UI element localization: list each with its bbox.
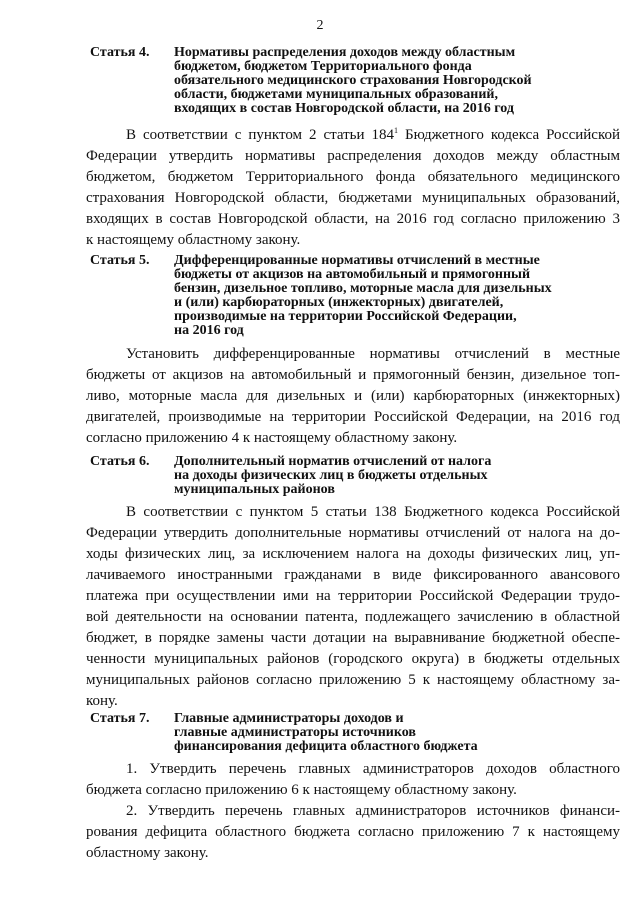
article-heading: [90, 712, 610, 754]
body-line: 2. Утвердить перечень главных администраторов источников финанси-: [126, 803, 620, 819]
body-line: страхования Новгородской области, бюджетами муниципальных образований,: [86, 190, 620, 206]
article-heading: [90, 254, 610, 338]
body-line: муниципальных районов согласно приложению 5 к настоящему областному за-: [86, 672, 620, 688]
body-line: бюджеты от акцизов на автомобильный и прямогонный бензин, дизельное топ-: [86, 367, 620, 383]
article-heading: [90, 455, 610, 497]
body-line: Федерации утвердить дополнительные нормативы отчислений от налога на до-: [86, 525, 620, 541]
article-body: [86, 502, 620, 712]
article-7: [86, 711, 620, 864]
body-line: ченности муниципальных районов (городского округа) в бюджеты отдельных: [86, 651, 620, 667]
body-line: Установить дифференцированные нормативы отчислений в местные: [126, 346, 620, 362]
article-4: [86, 45, 621, 251]
article-label: Статья 5.: [90, 253, 150, 268]
article-heading: [90, 46, 610, 116]
article-label: Статья 4.: [90, 45, 150, 60]
body-line: согласно приложению 4 к настоящему областному закону.: [86, 430, 458, 446]
body-line: лачиваемого иностранными гражданами в виде фиксированного авансового: [86, 567, 620, 583]
body-line: входящих в состав Новгородской области, на 2016 год согласно приложению 3: [86, 211, 620, 227]
article-body: [86, 120, 620, 251]
body-line: рования дефицита областного бюджета согласно приложению 7 к настоящему: [86, 824, 620, 840]
article-body: [86, 344, 620, 449]
body-line: платежа при осуществлении ими на территории Российской Федерации трудо-: [86, 588, 620, 604]
body-line: Федерации утвердить нормативы распределения доходов между областным: [86, 148, 620, 164]
article-title: Главные администраторы доходов и главные администраторы источников финансирования дефицита областного бюджета: [174, 711, 478, 754]
body-line: вой деятельности на основании патента, подлежащего зачислению в областной: [86, 609, 620, 625]
body-line: ливо, моторные масла для дизельных и (или) карбюраторных (инжекторных): [86, 388, 620, 404]
body-line: бюджета согласно приложению 6 к настоящему областному закону.: [86, 782, 517, 798]
article-label: Статья 6.: [90, 454, 150, 469]
body-line: В соответствии с пунктом 2 статьи $184^1$ Бюджетного кодекса Российской: [126, 126, 621, 143]
page-number: 2: [316, 18, 324, 33]
article-body: [86, 759, 620, 864]
article-6: [86, 454, 620, 712]
article-5: [86, 253, 620, 449]
body-line: кону.: [86, 693, 118, 709]
article-title: Дифференцированные нормативы отчислений в местные бюджеты от акцизов на автомобильный и прямогонный бензин, дизельное топливо, моторные масла для дизельных и (или) карбюраторных (инжекторных) двигателей, производимые на территории Российской Федерации, на 2016 год: [174, 253, 552, 338]
body-line: ходы физических лиц, за исключением налога на доходы физических лиц, уп-: [86, 546, 620, 562]
article-title: Нормативы распределения доходов между областным бюджетом, бюджетом Территориального фонда обязательного медицинского страхования Новгородской области, бюджетами муниципальных образований, входящих в состав Новгородской области, на 2016 год: [174, 45, 532, 116]
body-line: 1. Утвердить перечень главных администраторов доходов областного: [126, 761, 620, 777]
body-line: бюджетом, бюджетом Территориального фонда обязательного медицинского: [86, 169, 620, 185]
body-line: двигателей, производимые на территории Российской Федерации, на 2016 год: [86, 409, 620, 425]
body-line: к настоящему областному закону.: [86, 232, 301, 248]
article-title: Дополнительный норматив отчислений от налога на доходы физических лиц в бюджеты отдельных муниципальных районов: [174, 454, 492, 497]
body-line: В соответствии с пунктом 5 статьи 138 Бюджетного кодекса Российской: [126, 504, 620, 520]
body-line: областному закону.: [86, 845, 209, 861]
article-label: Статья 7.: [90, 711, 150, 726]
body-line: бюджет, в порядке замены части дотации на выравнивание бюджетной обеспе-: [86, 630, 620, 646]
